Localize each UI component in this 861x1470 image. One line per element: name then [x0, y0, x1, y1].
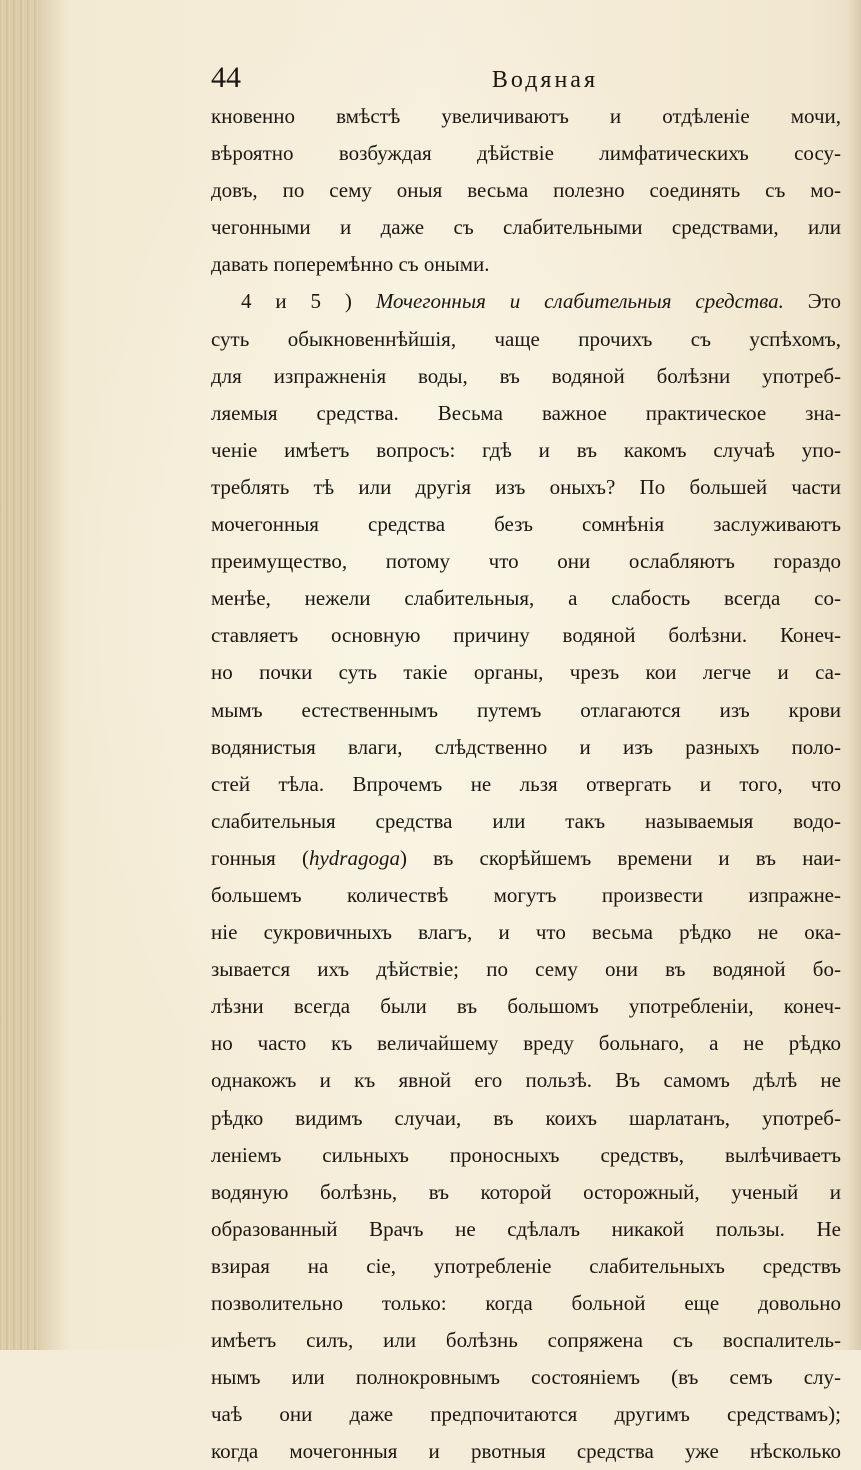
text-line: рѣдко видимъ случаи, въ коихъ шарлатанъ, употреб- — [211, 1105, 841, 1130]
text-line: преимущество, потому что они ослабляютъ гораздо — [211, 549, 841, 574]
text-line: лѣзни всегда были въ большомъ употребленіи, конеч- — [211, 994, 841, 1019]
text-fragment: гонныя ( — [211, 845, 309, 870]
section-number: 4 и 5 ) — [241, 289, 376, 314]
text-line: кновенно вмѣстѣ увеличиваютъ и отдѣленіе мочи, — [211, 104, 841, 128]
text-line: ніе сукровичныхъ влагъ, и что весьма рѣдко не ока- — [211, 920, 841, 945]
text-line: но часто къ величайшему вреду больнаго, а не рѣдко — [211, 1031, 841, 1056]
text-line: слабительныя средства или такъ называемыя водо- — [211, 808, 841, 833]
text-line: стей тѣла. Впрочемъ не льзя отвергать и того, что — [211, 771, 841, 796]
text-line: но почки суть такіе органы, чрезъ кои легче и са- — [211, 660, 841, 685]
text-line: давать поперемѣнно съ оными. — [211, 252, 490, 277]
gutter-shadow — [40, 0, 70, 1350]
text-line: мымъ естественнымъ путемъ отлагаются изъ крови — [211, 697, 841, 722]
text-line: ляемыя средства. Весьма важное практическое зна- — [211, 400, 841, 425]
text-line: водяную болѣзнь, въ которой осторожный, ученый и — [211, 1179, 841, 1204]
text-line: большемъ количествѣ могутъ произвести изпражне- — [211, 882, 841, 907]
text-fragment: ) въ скорѣйшемъ времени и въ наи- — [399, 845, 841, 870]
text-line: ченіе имѣетъ вопросъ: гдѣ и въ какомъ случаѣ упо- — [211, 437, 841, 462]
text-fragment: Это — [783, 289, 841, 314]
page-header — [211, 60, 598, 96]
page-edge-shadow — [847, 0, 861, 1350]
body-text — [211, 98, 841, 1470]
text-line: взирая на сіе, употребленіе слабительныхъ средствъ — [211, 1253, 841, 1278]
text-line: нымъ или полнокровнымъ состояніемъ (въ семъ слу- — [211, 1365, 841, 1390]
text-line: позволительно только: когда больной еще довольно — [211, 1291, 841, 1315]
text-line: треблять тѣ или другія изъ оныхъ? По большей части — [211, 474, 841, 499]
text-line: когда мочегонныя и рвотныя средства уже нѣсколько — [211, 1439, 841, 1464]
page-number: 44 — [211, 61, 241, 94]
text-line: леніемъ сильныхъ проносныхъ средствъ, вылѣчиваетъ — [211, 1142, 841, 1167]
text-line-section-heading — [211, 283, 841, 320]
text-line: водянистыя влаги, слѣдственно и изъ разныхъ поло- — [211, 734, 841, 759]
text-line: для изпражненія воды, въ водяной болѣзни употреб- — [211, 363, 841, 388]
section-title-italic: Мочегонныя и слабительныя средства. — [375, 289, 784, 314]
running-title: Водяная — [491, 67, 598, 93]
text-line: довъ, по сему оныя весьма полезно соединять съ мо- — [211, 178, 841, 203]
text-line: суть обыкновеннѣйшія, чаще прочихъ съ успѣхомъ, — [211, 326, 841, 351]
text-line: менѣе, нежели слабительныя, а слабость всегда со- — [211, 586, 841, 611]
text-line: чегонными и даже съ слабительными средствами, или — [211, 215, 841, 240]
text-line: вѣроятно возбуждая дѣйствіе лимфатическихъ сосу- — [211, 141, 841, 166]
text-line: однакожъ и къ явной его пользѣ. Въ самомъ дѣлѣ не — [211, 1068, 841, 1093]
book-binding-edge — [0, 0, 40, 1350]
latin-term-italic: hydragoga — [308, 845, 400, 870]
text-line: зывается ихъ дѣйствіе; по сему они въ водяной бо- — [211, 957, 841, 982]
text-line: ставляетъ основную причину водяной болѣзни. Конеч- — [211, 623, 841, 648]
text-line: чаѣ они даже предпочитаются другимъ средствамъ); — [211, 1402, 841, 1427]
text-line: образованный Врачъ не сдѣлалъ никакой пользы. Не — [211, 1216, 841, 1241]
text-line: мочегонныя средства безъ сомнѣнія заслуживаютъ — [211, 512, 841, 537]
text-line: имѣетъ силъ, или болѣзнь сопряжена съ воспалитель- — [211, 1328, 841, 1353]
text-line-with-latin-term — [211, 840, 841, 877]
